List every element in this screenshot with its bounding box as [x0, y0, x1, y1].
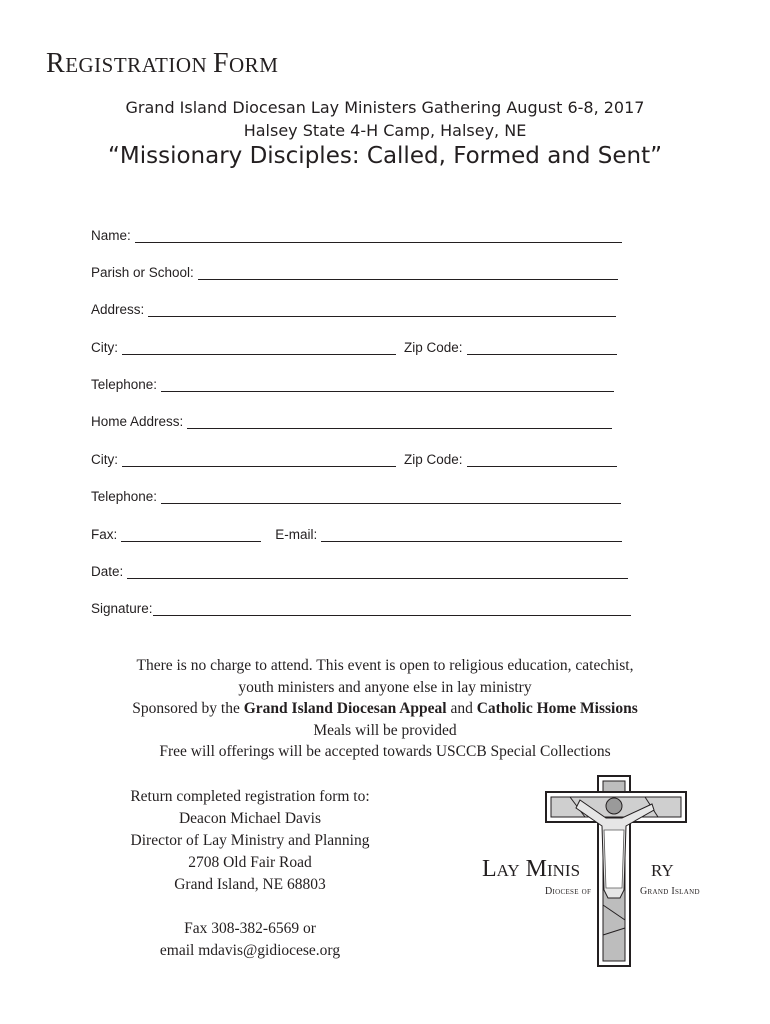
home-city-zip-field[interactable] — [91, 452, 617, 467]
parish-input-line[interactable] — [198, 268, 618, 280]
title-initial: R — [46, 48, 66, 79]
return-city: Grand Island, NE 68803 — [174, 876, 326, 893]
address-input-line[interactable] — [148, 305, 616, 317]
logo-text-right: ry — [651, 856, 674, 882]
email-input-line[interactable] — [321, 530, 622, 542]
return-line-1: Return completed registration form to: — [130, 788, 370, 805]
name-label: Name: — [91, 228, 131, 243]
info-line-4: Meals will be provided — [313, 721, 457, 739]
home-zip-input-line[interactable] — [467, 455, 617, 467]
logo-text-left: Lay Minis — [482, 856, 581, 882]
sponsor-line — [0, 698, 770, 720]
date-input-line[interactable] — [127, 567, 628, 579]
email-label: E-mail: — [275, 527, 318, 542]
home-telephone-input-line[interactable] — [161, 492, 621, 504]
return-email: email mdavis@gidiocese.org — [159, 942, 341, 959]
sponsor-and: and — [446, 700, 477, 717]
fax-email-field[interactable] — [91, 527, 622, 542]
sponsor-missions: Catholic Home Missions — [476, 700, 638, 717]
home-city-label: City: — [91, 452, 118, 467]
info-line-1: There is no charge to attend. This event is open to religious education, catechist, — [136, 657, 634, 674]
logo-sub-right: Grand Island — [640, 886, 700, 897]
city-zip-field[interactable] — [91, 340, 617, 355]
date-label: Date: — [91, 564, 124, 579]
event-info — [0, 655, 770, 763]
signature-input-line[interactable] — [153, 604, 631, 616]
home-address-field[interactable] — [91, 414, 612, 429]
title-rest: EGISTRATION — [65, 53, 213, 77]
name-input-line[interactable] — [135, 231, 622, 243]
home-telephone-label: Telephone: — [91, 489, 158, 504]
zip-input-line[interactable] — [467, 343, 617, 355]
return-street: 2708 Old Fair Road — [188, 854, 312, 871]
date-field[interactable] — [91, 564, 628, 579]
city-input-line[interactable] — [122, 343, 396, 355]
logo-sub-left: Diocese of — [545, 886, 592, 897]
name-field[interactable] — [91, 228, 622, 243]
fax-input-line[interactable] — [121, 530, 261, 542]
info-line-5: Free will offerings will be accepted towards USCCB Special Collections — [159, 743, 611, 760]
event-theme: “Missionary Disciples: Called, Formed and Sent” — [107, 143, 663, 169]
return-contact-title: Director of Lay Ministry and Planning — [130, 832, 370, 849]
home-address-label: Home Address: — [91, 414, 184, 429]
parish-field[interactable] — [91, 265, 618, 280]
event-title: Grand Island Diocesan Lay Ministers Gathering August 6-8, 2017 — [125, 98, 645, 117]
form-title — [46, 48, 278, 80]
home-telephone-field[interactable] — [91, 489, 621, 504]
fax-label: Fax: — [91, 527, 118, 542]
info-line-2: youth ministers and anyone else in lay ministry — [238, 678, 532, 696]
event-location: Halsey State 4-H Camp, Halsey, NE — [243, 121, 527, 140]
telephone-field[interactable] — [91, 377, 614, 392]
sponsor-appeal: Grand Island Diocesan Appeal — [243, 700, 447, 717]
signature-field[interactable] — [91, 601, 631, 616]
title-initial-2: F — [212, 48, 230, 79]
home-zip-label: Zip Code: — [404, 452, 463, 467]
city-label: City: — [91, 340, 118, 355]
address-label: Address: — [91, 302, 145, 317]
telephone-label: Telephone: — [91, 377, 158, 392]
home-city-input-line[interactable] — [122, 455, 396, 467]
parish-label: Parish or School: — [91, 265, 194, 280]
home-address-input-line[interactable] — [187, 417, 612, 429]
return-contact-name: Deacon Michael Davis — [178, 810, 322, 827]
return-fax: Fax 308-382-6569 or — [184, 920, 316, 937]
zip-label: Zip Code: — [404, 340, 463, 355]
address-field[interactable] — [91, 302, 616, 317]
signature-label: Signature: — [91, 601, 153, 616]
title-rest-2: ORM — [229, 53, 279, 77]
return-info — [100, 786, 400, 962]
sponsor-prefix: Sponsored by the — [132, 700, 244, 717]
telephone-input-line[interactable] — [161, 380, 614, 392]
